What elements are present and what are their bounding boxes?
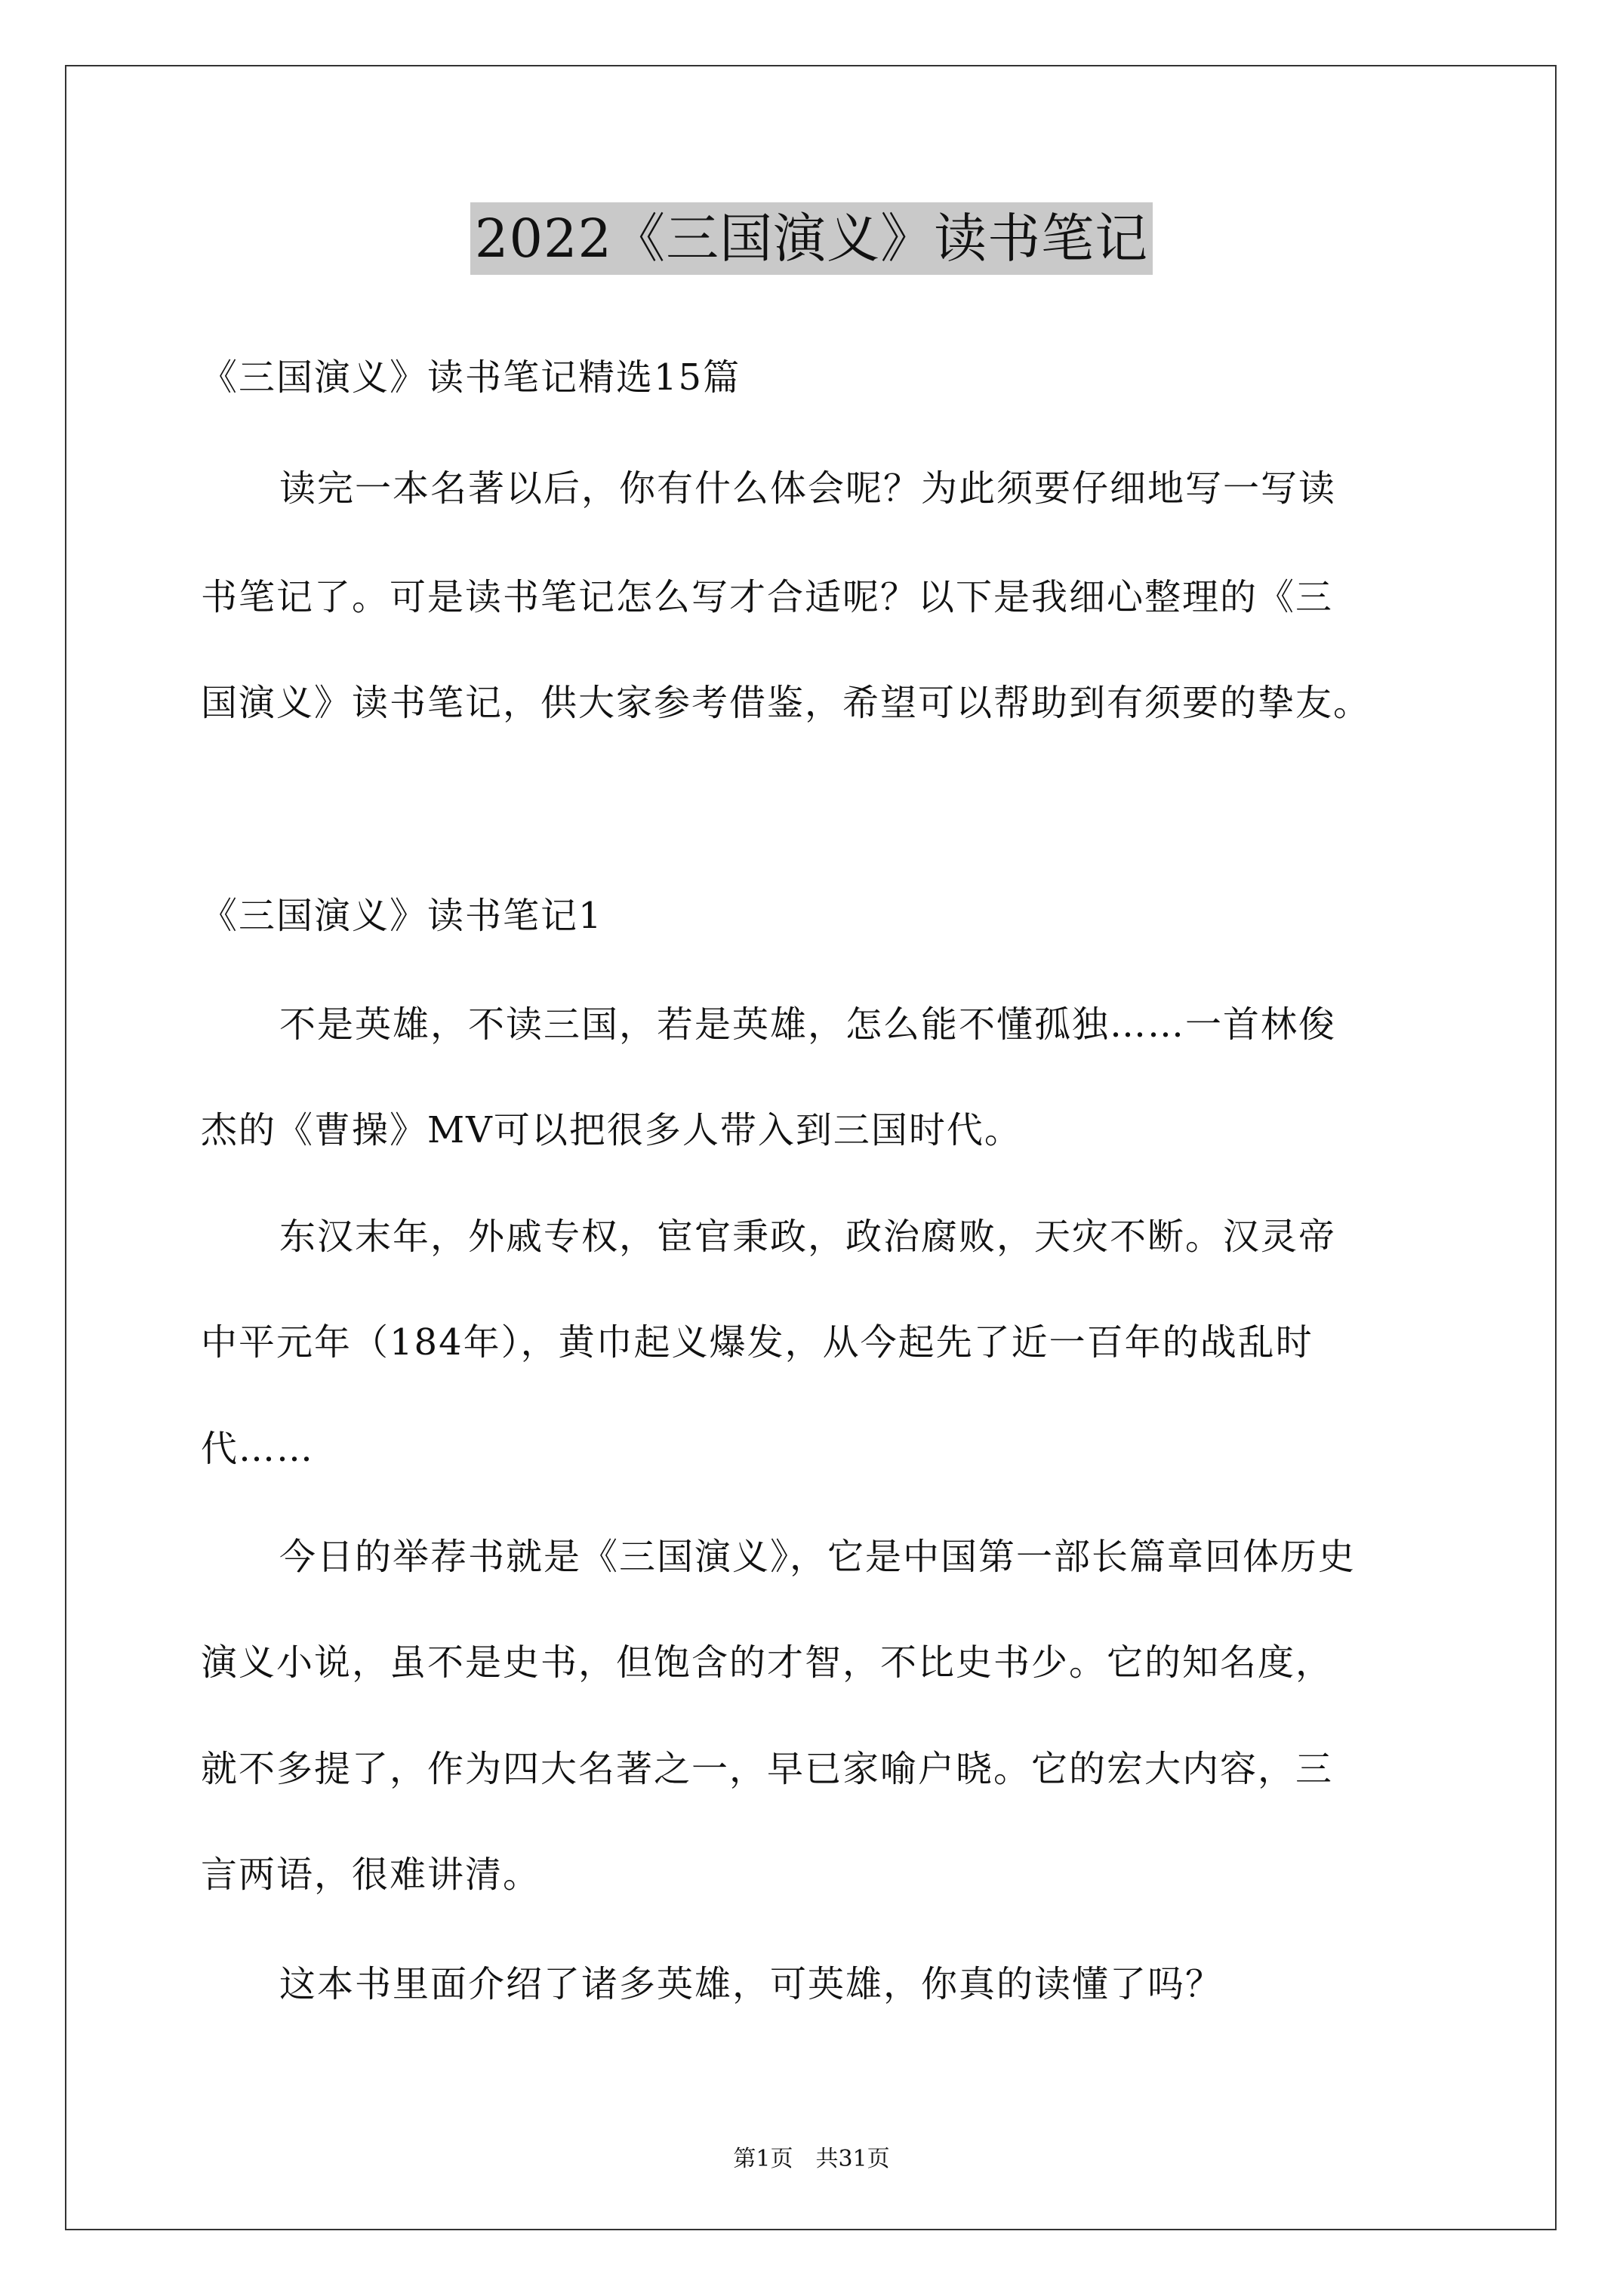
document-title: 2022《三国演义》读书笔记	[470, 202, 1153, 275]
paragraph-line-6: 今日的举荐书就是《三国演义》，它是中国第一部长篇章回体历史	[279, 1536, 1357, 1578]
intro-line-3: 国演义》读书笔记，供大家参考借鉴，希望可以帮助到有须要的挚友。	[201, 682, 1372, 724]
document-subtitle: 《三国演义》读书笔记精选15篇	[201, 356, 741, 399]
title-container	[0, 202, 1623, 275]
paragraph-line-1: 不是英雄，不读三国，若是英雄，怎么能不懂孤独……一首林俊	[279, 1003, 1337, 1046]
paragraph-line-7: 演义小说，虽不是史书，但饱含的才智，不比史书少。它的知名度，	[201, 1641, 1334, 1684]
paragraph-line-4: 中平元年（184年），黄巾起义爆发，从今起先了近一百年的战乱时	[201, 1321, 1313, 1364]
paragraph-line-8: 就不多提了，作为四大名著之一，早已家喻户晓。它的宏大内容，三	[201, 1748, 1334, 1790]
paragraph-line-10: 这本书里面介绍了诸多英雄，可英雄，你真的读懂了吗？	[279, 1963, 1224, 2005]
intro-line-2: 书笔记了。可是读书笔记怎么写才合适呢？以下是我细心整理的《三	[201, 576, 1334, 618]
page-footer: 第1页 共31页	[733, 2146, 890, 2172]
paragraph-line-2: 杰的《曹操》MV可以把很多人带入到三国时代。	[201, 1109, 1022, 1151]
paragraph-line-5: 代……	[201, 1428, 315, 1470]
intro-line-1: 读完一本名著以后，你有什么体会呢？为此须要仔细地写一写读	[279, 467, 1337, 510]
section-heading: 《三国演义》读书笔记1	[201, 895, 603, 937]
paragraph-line-3: 东汉末年，外戚专权，宦官秉政，政治腐败，天灾不断。汉灵帝	[279, 1216, 1337, 1258]
paragraph-line-9: 言两语，很难讲清。	[201, 1854, 541, 1896]
